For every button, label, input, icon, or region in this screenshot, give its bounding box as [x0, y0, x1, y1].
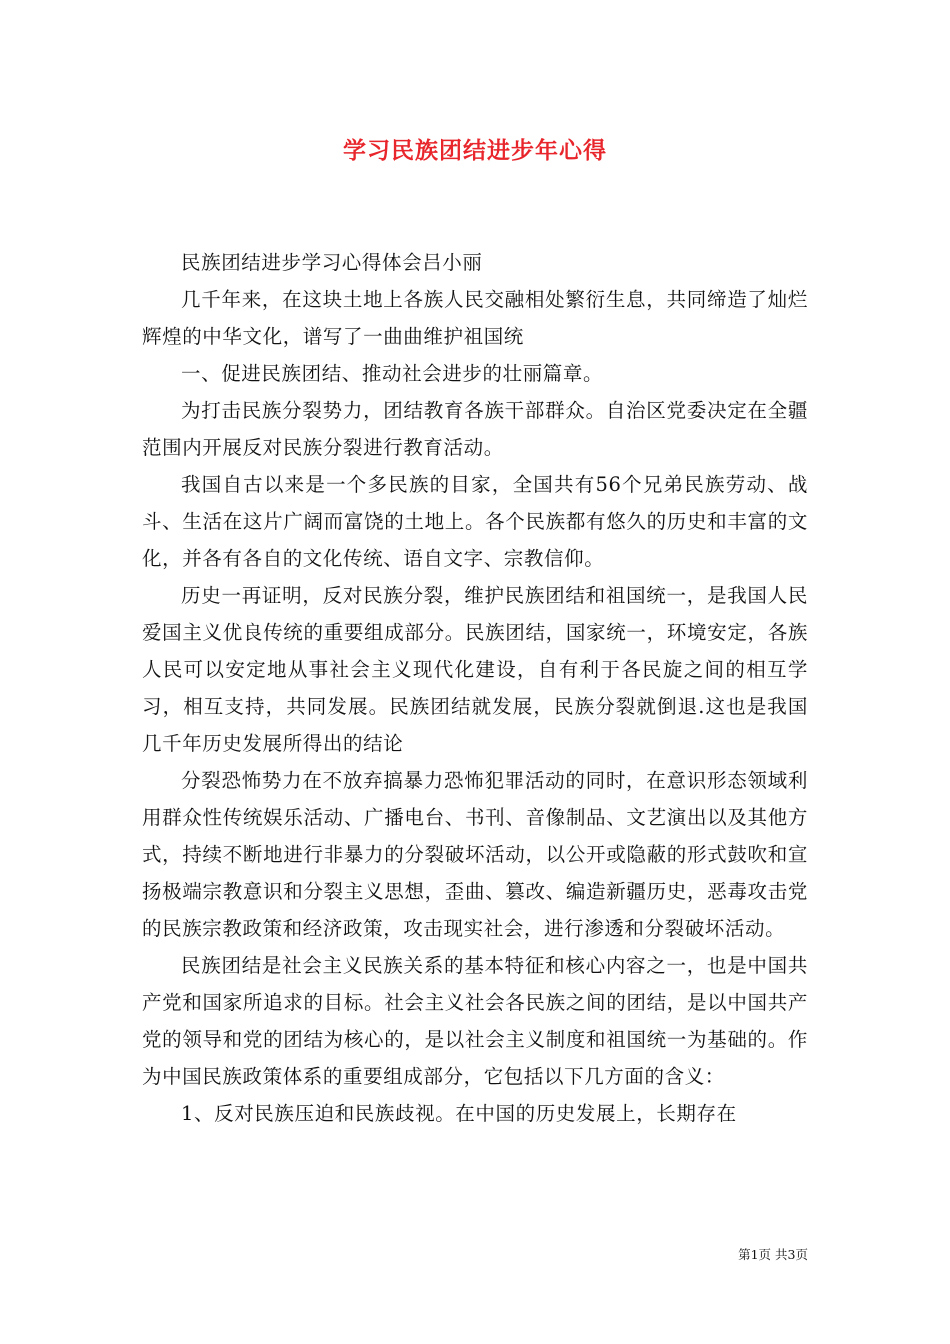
paragraph: 民族团结是社会主义民族关系的基本特征和核心内容之一，也是中国共产党和国家所追求的目标。社会主义社会各民族之间的团结，是以中国共产党的领导和党的团结为核心的，是以社会主义制度和祖国统一为基础的。作为中国民族政策体系的重要组成部分，它包括以下几方面的含义：	[142, 954, 808, 1088]
paragraph: 1、反对民族压迫和民族歧视。在中国的历史发展上，长期存在	[181, 1102, 737, 1125]
paragraph: 一、促进民族团结、推动社会进步的壮丽篇章。	[181, 362, 604, 385]
paragraph: 为打击民族分裂势力，团结教育各族干部群众。自治区党委决定在全疆范围内开展反对民族分裂进行教育活动。	[142, 399, 808, 459]
paragraph: 分裂恐怖势力在不放弃搞暴力恐怖犯罪活动的同时，在意识形态领域利用群众性传统娱乐活动、广播电台、书刊、音像制品、文艺演出以及其他方式，持续不断地进行非暴力的分裂破坏活动，以公开或隐蔽的形式鼓吹和宣扬极端宗教意识和分裂主义思想，歪曲、篡改、编造新疆历史，恶毒攻击党的民族宗教政策和经济政策，攻击现实社会，进行渗透和分裂破坏活动。	[142, 769, 808, 940]
paragraph: 我国自古以来是一个多民族的目家，全国共有56个兄弟民族劳动、战斗、生活在这片广阔而富饶的土地上。各个民族都有悠久的历史和丰富的文化，并各有各自的文化传统、语自文字、宗教信仰。	[142, 473, 808, 570]
paragraph: 几千年来，在这块土地上各族人民交融相处繁衍生息，共同缔造了灿烂辉煌的中华文化，谱写了一曲曲维护祖国统	[142, 288, 808, 348]
paragraph: 历史一再证明，反对民族分裂，维护民族团结和祖国统一，是我国人民爱国主义优良传统的重要组成部分。民族团结，国家统一，环境安定，各族人民可以安定地从事社会主义现代化建设，自有利于各民旋之间的相互学习，相互支持，共同发展。民族团结就发展，民族分裂就倒退.这也是我国几千年历史发展所得出的结论	[142, 584, 808, 755]
page-number: 第1页 共3页	[738, 1247, 808, 1262]
paragraph-author-line: 民族团结进步学习心得体会吕小丽	[181, 251, 483, 274]
document-title: 学习民族团结进步年心得	[343, 137, 607, 164]
document-body	[142, 244, 808, 1132]
